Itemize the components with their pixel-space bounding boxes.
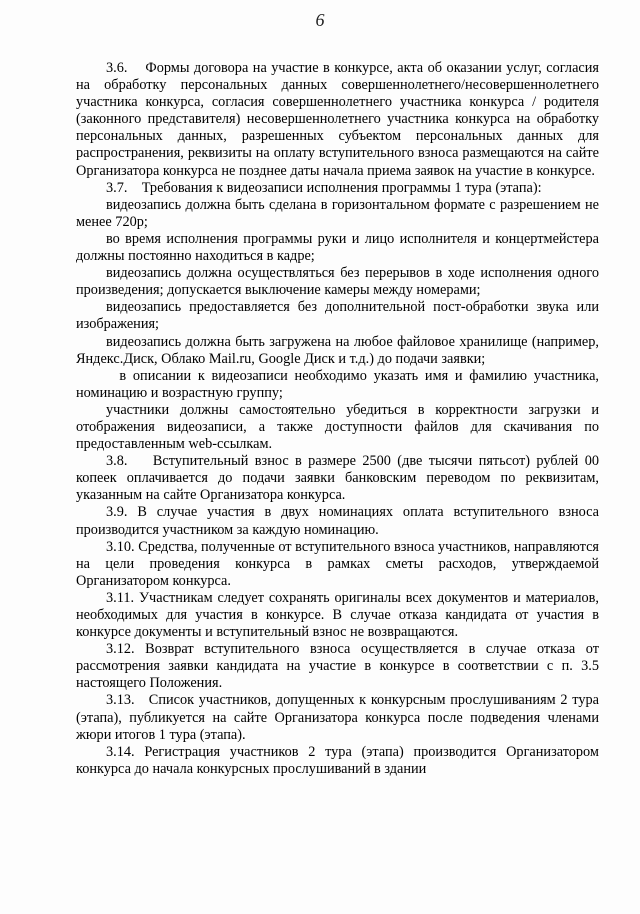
paragraph-3-6: 3.6. Формы договора на участие в конкурсе, акта об оказании услуг, согласия на обработку персональных данных совершеннолетнего/несовершеннолетнего участника конкурса, согласия совершеннолетнего участника конкурса / родителя (законного представителя) несовершеннолетнего участника конкурса на обработку персональных данных, разрешенных субъектом персональных данных для распространения, реквизиты на оплату вступительного взноса размещаются на сайте Организатора конкурса не позднее даты начала приема заявок на участие в конкурсе. bbox=[76, 60, 599, 179]
requirement-item: видеозапись должна быть сделана в горизонтальном формате с разрешением не менее 720p; bbox=[76, 196, 599, 230]
requirement-item: в описании к видеозаписи необходимо указать имя и фамилию участника, номинацию и возрастную группу; bbox=[76, 367, 599, 401]
requirement-item: видеозапись предоставляется без дополнительной пост-обработки звука или изображения; bbox=[76, 299, 599, 333]
paragraph-3-14: 3.14. Регистрация участников 2 тура (этапа) производится Организатором конкурса до начала конкурсных прослушиваний в здании bbox=[76, 743, 599, 777]
requirement-item: во время исполнения программы руки и лицо исполнителя и концертмейстера должны постоянно находиться в кадре; bbox=[76, 230, 599, 265]
paragraph-3-12: 3.12. Возврат вступительного взноса осуществляется в случае отказа от рассмотрения заявки кандидата на участие в конкурсе в соответствии с п. 3.5 настоящего Положения. bbox=[76, 641, 599, 692]
document-body bbox=[76, 60, 599, 778]
paragraph-3-7: 3.7. Требования к видеозаписи исполнения программы 1 тура (этапа): bbox=[106, 179, 542, 196]
paragraph-3-8: 3.8. Вступительный взнос в размере 2500 (две тысячи пятьсот) рублей 00 копеек оплачивается до подачи заявки банковским переводом по реквизитам, указанным на сайте Организатора конкурса. bbox=[76, 453, 599, 504]
page-number: 6 bbox=[315, 10, 325, 30]
requirement-item: участники должны самостоятельно убедиться в корректности загрузки и отображения видеозаписи, а также доступности файлов для скачивания по предоставленным web-ссылкам. bbox=[76, 401, 599, 453]
paragraph-3-10: 3.10. Средства, полученные от вступительного взноса участников, направляются на цели проведения конкурса в рамках сметы расходов, утверждаемой Организатором конкурса. bbox=[76, 538, 599, 589]
requirement-item: видеозапись должна быть загружена на любое файловое хранилище (например, Яндекс.Диск, Облако Mail.ru, Google Диск и т.д.) до подачи заявки; bbox=[76, 333, 599, 367]
paragraph-3-9: 3.9. В случае участия в двух номинациях оплата вступительного взноса производится участником за каждую номинацию. bbox=[76, 504, 599, 538]
paragraph-3-13: 3.13. Список участников, допущенных к конкурсным прослушиваниям 2 тура (этапа), публикуется на сайте Организатора конкурса после подведения членами жюри итогов 1 тура (этапа). bbox=[76, 692, 599, 743]
requirement-item: видеозапись должна осуществляться без перерывов в ходе исполнения одного произведения; допускается выключение камеры между номерами; bbox=[76, 265, 599, 299]
paragraph-3-11: 3.11. Участникам следует сохранять оригиналы всех документов и материалов, необходимых для участия в конкурсе. В случае отказа кандидата от участия в конкурсе документы и вступительный взнос не возвращаются. bbox=[76, 589, 599, 641]
